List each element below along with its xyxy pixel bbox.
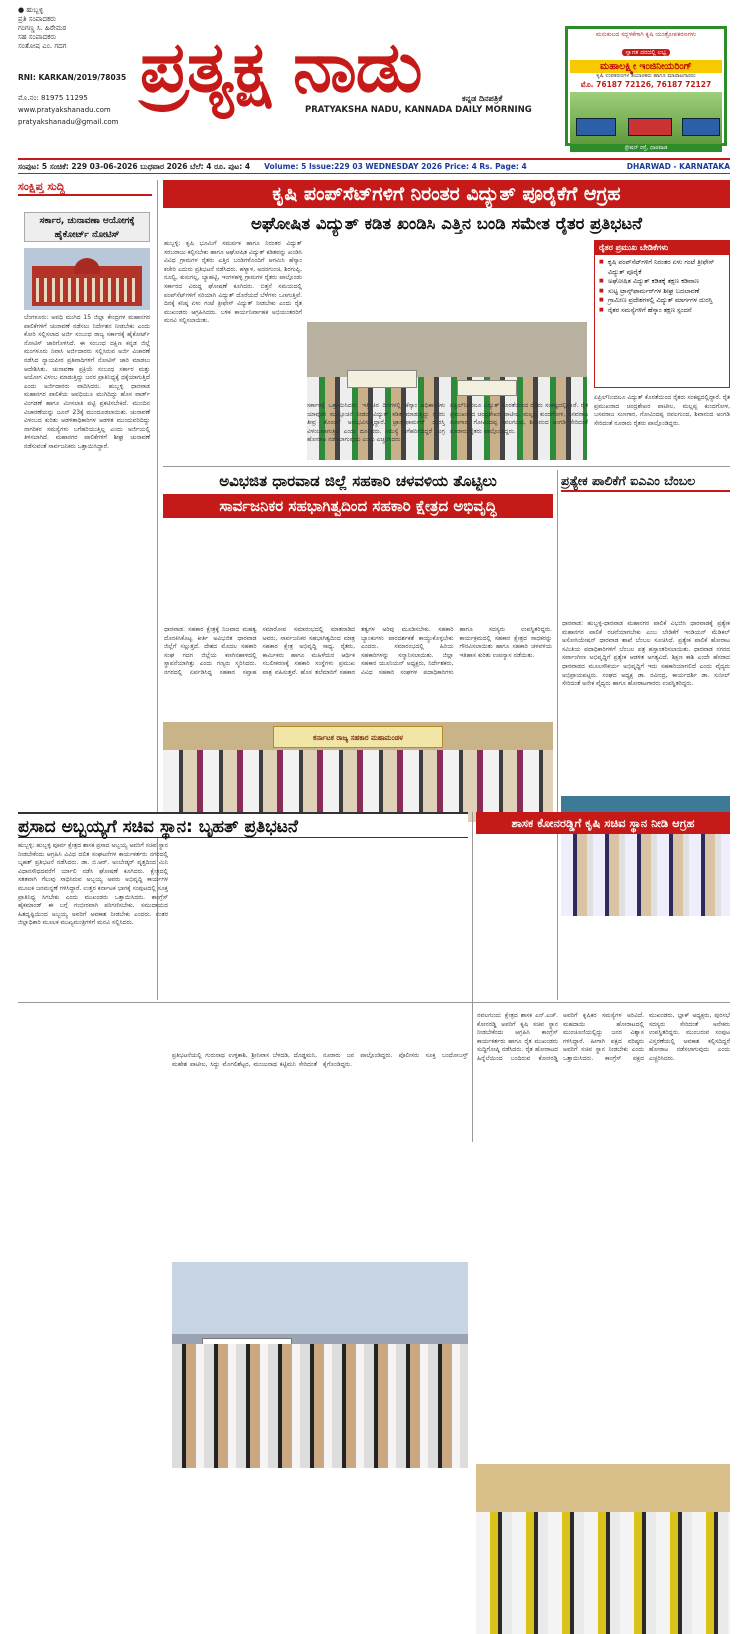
prasad-body: ಹುಬ್ಬಳ್ಳಿ: ಹುಬ್ಬಳ್ಳಿ ಪೂರ್ವ ಕ್ಷೇತ್ರದ ಶಾಸಕ ಪ್ರಸಾದ ಅಬ್ಬಯ್ಯ ಅವರಿಗೆ ಸಚಿವ ಸ್ಥಾನ ನೀಡಬೇಕೆಂದು ಆಗ್ರಹಿಸಿ ವಿವಿಧ ದಲಿತ ಸಂಘಟನೆಗಳ ಕಾರ್ಯಕರ್ತರು ನಗರದಲ್ಲಿ ಬೃಹತ್ ಪ್ರತಿಭಟನೆ ನಡೆಸಿದರು. ಡಾ. ಬಿ.ಆರ್. ಅಂಬೇಡ್ಕರ್ ವೃತ್ತದಿಂದ ಮಿನಿ ವಿಧಾನಸೌಧದವರೆಗೆ ರ್ಯಾಲಿ ನಡೆಸಿ ಘೋಷಣೆ ಕೂಗಿದರು. ಕ್ಷೇತ್ರದಲ್ಲಿ ಸತತವಾಗಿ ಗೆಲುವು ಸಾಧಿಸಿರುವ ಅಬ್ಬಯ್ಯ ಅವರು ಅಭಿವೃದ್ಧಿ ಕಾರ್ಯಗಳ ಮೂಲಕ ಜನಮನ್ನಣೆ ಗಳಿಸಿದ್ದಾರೆ. ಉತ್ತರ ಕರ್ನಾಟಕ ಭಾಗಕ್ಕೆ ಸಂಪುಟದಲ್ಲಿ ಸೂಕ್ತ ಪ್ರಾತಿನಿಧ್ಯ ಸಿಗಬೇಕು ಎಂದು ಮುಖಂಡರು ಒತ್ತಾಯಿಸಿದರು. ಕಾಂಗ್ರೆಸ್ ಹೈಕಮಾಂಡ್ ಈ ಬಗ್ಗೆ ಗಂಭೀರವಾಗಿ ಪರಿಗಣಿಸಬೇಕು. ಸಮುದಾಯದ ಹಿತದೃಷ್ಟಿಯಿಂದ ಅಬ್ಬಯ್ಯ ಅವರಿಗೆ ಅವಕಾಶ ನೀಡಬೇಕು ಎಂದರು. ನಂತರ ಜಿಲ್ಲಾಧಿಕಾರಿ ಮೂಲಕ ಮುಖ್ಯಮಂತ್ರಿಗಳಿಗೆ ಮನವಿ ಸಲ್ಲಿಸಿದರು.	[18, 842, 168, 927]
lead-body-mid: ಸರ್ಕಾರಕ್ಕೆ ಒತ್ತಾಯಿಸಿದರು. ಇತ್ತೀಚಿನ ದಿನಗಳಲ್ಲಿ ಹೆಸ್ಕಾಂ ಅಧಿಕಾರಿಗಳು ಯಾವುದೇ ಮುನ್ಸೂಚನೆ ನೀಡದೆ ವಿದ್ಯುತ್ ಕಡಿತ ಮಾಡುತ್ತಿದ್ದು ರೈತರು ತೀವ್ರ ತೊಂದರೆ ಅನುಭವಿಸುತ್ತಿದ್ದಾರೆ. ಟ್ರಾನ್ಸ್‌ಫಾರ್ಮರ್ ದುರಸ್ತಿ ವಿಳಂಬವಾಗುತ್ತಿದೆ ಎಂದು ದೂರಿದರು. ಸಮಸ್ಯೆ ಬಗೆಹರಿಸದಿದ್ದರೆ ಉಗ್ರ ಹೋರಾಟ ನಡೆಸಲಾಗುವುದು ಎಂದು ಎಚ್ಚರಿಸಿದರು.	[307, 402, 445, 444]
palike-body: ಧಾರವಾಡ: ಹುಬ್ಬಳ್ಳಿ-ಧಾರವಾಡ ಮಹಾನಗರ ಪಾಲಿಕೆ ವಿಭಜಿಸಿ ಧಾರವಾಡಕ್ಕೆ ಪ್ರತ್ಯೇಕ ಮಹಾನಗರ ಪಾಲಿಕೆ ರಚನೆಯಾಗಬೇಕು ಎಂಬ ಬೇಡಿಕೆಗೆ ಇಂಡಿಯನ್ ಮೆಡಿಕಲ್ ಅಸೋಸಿಯೇಷನ್ ಧಾರವಾಡ ಶಾಖೆ ಬೆಂಬಲ ಸೂಚಿಸಿದೆ. ಪ್ರತ್ಯೇಕ ಪಾಲಿಕೆ ಹೋರಾಟ ಸಮಿತಿಯ ಪದಾಧಿಕಾರಿಗಳಿಗೆ ಬೆಂಬಲ ಪತ್ರ ಹಸ್ತಾಂತರಿಸಲಾಯಿತು. ಧಾರವಾಡ ನಗರದ ಸರ್ವಾಂಗೀಣ ಅಭಿವೃದ್ಧಿಗೆ ಪ್ರತ್ಯೇಕ ಆಡಳಿತ ಅಗತ್ಯವಿದೆ. ಶಿಕ್ಷಣ ಕಾಶಿ ಎಂದೇ ಹೆಸರಾದ ಧಾರವಾಡದ ಮೂಲಸೌಕರ್ಯ ಅಭಿವೃದ್ಧಿಗೆ ಇದು ಸಹಕಾರಿಯಾಗಲಿದೆ ಎಂದು ವೈದ್ಯರು ಅಭಿಪ್ರಾಯಪಟ್ಟರು. ಸಂಘದ ಅಧ್ಯಕ್ಷ ಡಾ. ರವೀಂದ್ರ, ಕಾರ್ಯದರ್ಶಿ ಡಾ. ಸುನೀಲ್ ಸೇರಿದಂತೆ ಅನೇಕ ವೈದ್ಯರು ಹಾಗೂ ಹೋರಾಟಗಾರರು ಉಪಸ್ಥಿತರಿದ್ದರು.	[562, 620, 730, 688]
dateline-place: DHARWAD - KARNATAKA	[626, 162, 730, 171]
coop-headline-2: ಸಾರ್ವಜನಿಕರ ಸಹಭಾಗಿತ್ವದಿಂದ ಸಹಕಾರಿ ಕ್ಷೇತ್ರದ ಅಭಿವೃದ್ಧಿ	[163, 494, 553, 518]
prasad-body-bottom: ಪ್ರತಿಭಟನೆಯಲ್ಲಿ ಗುರುನಾಥ ಉಳ್ಳಿಕಾಶಿ, ಶ್ರೀನಿವಾಸ ಬೆಳದಡಿ, ದೊಡ್ಡಮನಿ, ಮಹೇಶ ಪಾಟೀಲ, ಸಿದ್ದು ಮೊಗಲಿಶೆಟ್ಟರ, ಮಂಜುನಾಥ ಕಟ್ಟಿಮನಿ ಸೇರಿದಂತೆ ನೂರಾರು ಜನ ಪಾಲ್ಗೊಂಡಿದ್ದರು. ಪೊಲೀಸರು ಸೂಕ್ತ ಬಂದೋಬಸ್ತ್ ಕೈಗೊಂಡಿದ್ದರು.	[172, 1052, 468, 1068]
dateline-bar	[18, 158, 730, 174]
dateline-kannada: ಸಂಪುಟ: 5 ಸಂಚಿಕೆ: 229 03-06-2026 ಬುಧವಾರ 2026 ಬೆಲೆ: 4 ರೂ. ಪುಟ: 4	[18, 161, 251, 171]
masthead-line: ಸಹ ಸಂಪಾದಕರು	[18, 33, 57, 41]
sidebar-body: ಬೆಂಗಳೂರು: ಅವಧಿ ಮುಗಿದ 15 ಜಿಲ್ಲಾ ಕೇಂದ್ರಗಳ ಮಹಾನಗರ ಪಾಲಿಕೆಗಳಿಗೆ ಚುನಾವಣೆ ನಡೆಸಲು ನಿರ್ದೇಶನ ನೀಡಬೇಕು ಎಂದು ಕೋರಿ ಸಲ್ಲಿಸಲಾದ ಅರ್ಜಿ ಸಂಬಂಧ ರಾಜ್ಯ ಸರ್ಕಾರಕ್ಕೆ ಹೈಕೋರ್ಟ್ ನೋಟಿಸ್ ಜಾರಿಗೊಳಿಸಿದೆ. ಈ ಸಂಬಂಧ ದಕ್ಷಿಣ ಕನ್ನಡ ಜಿಲ್ಲೆ ಮಂಗಳೂರು ನಿವಾಸಿ ಅರ್ಜಿದಾರರು ಸಲ್ಲಿಸಿರುವ ಅರ್ಜಿ ವಿಚಾರಣೆ ನಡೆಸಿದ ನ್ಯಾಯಪೀಠ ಪ್ರತಿವಾದಿಗಳಿಗೆ ನೋಟಿಸ್ ಜಾರಿ ಮಾಡಲು ಆದೇಶಿಸಿತು. ಚುನಾವಣಾ ಪ್ರಕ್ರಿಯೆ ಸಂಬಂಧ ಸರ್ಕಾರ ಮತ್ತು ಆಯೋಗ ವಿಳಂಬ ಮಾಡುತ್ತಿದ್ದು ಜನರ ಪ್ರಾತಿನಿಧ್ಯಕ್ಕೆ ಧಕ್ಕೆಯಾಗುತ್ತಿದೆ ಎಂದು ಅರ್ಜಿದಾರರು ವಾದಿಸಿದರು. ಹುಬ್ಬಳ್ಳಿ ಧಾರವಾಡ ಮಹಾನಗರ ಪಾಲಿಕೆಯ ಅವಧಿಯೂ ಮುಗಿದಿದ್ದು ಹೊಸ ವಾರ್ಡ್ ವಿಂಗಡಣೆ ಹಾಗೂ ಮೀಸಲಾತಿ ಪಟ್ಟಿ ಪ್ರಕಟಿಸಬೇಕಿದೆ. ಮುಂದಿನ ವಿಚಾರಣೆಯನ್ನು ಜೂನ್ 23ಕ್ಕೆ ಮುಂದೂಡಲಾಯಿತು. ಚುನಾವಣೆ ವಿಳಂಬದ ಕುರಿತು ಆಡಳಿತಾಧಿಕಾರಿಗಳ ಆಡಳಿತ ಮುಂದುವರಿದಿದ್ದು ನಾಗರಿಕರ ಸಮಸ್ಯೆಗಳು ಬಗೆಹರಿಯುತ್ತಿಲ್ಲ ಎಂದು ಅರ್ಜಿಯಲ್ಲಿ ತಿಳಿಸಲಾಗಿದೆ. ಮಹಾನಗರ ಪಾಲಿಕೆಗಳಿಗೆ ಶೀಘ್ರ ಚುನಾವಣೆ ನಡೆಸುವಂತೆ ಸಾರ್ವಜನಿಕರು ಒತ್ತಾಯಿಸಿದ್ದಾರೆ.	[24, 314, 150, 450]
prasad-protest-photo	[172, 1262, 468, 1468]
sidebar-story-title: ಸರ್ಕಾರ, ಚುನಾವಣಾ ಆಯೋಗಕ್ಕೆ ಹೈಕೋರ್ಟ್ ನೋಟಿಸ್	[24, 212, 150, 242]
section-rule	[163, 466, 730, 467]
rni-number: RNI: KARKAN/2019/78035	[18, 73, 127, 82]
lead-subheadline: ಅಘೋಷಿತ ವಿದ್ಯುತ್ ಕಡಿತ ಖಂಡಿಸಿ ಎತ್ತಿನ ಬಂಡಿ ಸಮೇತ ರೈತರ ಪ್ರತಿಭಟನೆ	[251, 214, 642, 233]
dateline-english: Volume: 5 Issue:229 03 WEDNESDAY 2026 Price: 4 Rs. Page: 4	[264, 162, 527, 171]
masthead-line: ● ಹುಬ್ಬಳ್ಳಿ	[18, 6, 44, 14]
masthead-line: ಪ್ರತಿ ಸಂಪಾದಕರು	[18, 15, 57, 23]
newspaper-title: ಪ್ರತ್ಯಕ್ಷ ನಾಡು	[140, 25, 422, 108]
lead-headline: ಕೃಷಿ ಪಂಪ್‌ಸೆಟ್‌ಗಳಿಗೆ ನಿರಂತರ ವಿದ್ಯುತ್ ಪೂರೈಕೆಗೆ ಆಗ್ರಹ	[163, 180, 730, 208]
ad-company-name: ಮಹಾಲಕ್ಷ್ಮೀ ಇಂಜಿನೀಯರಿಂಗ್	[570, 60, 722, 73]
lead-body-right: ಏಪ್ರಿಲ್‌ನಿಂದಲೂ ವಿದ್ಯುತ್ ಕೊರತೆಯಿಂದ ರೈತರು ಸಂಕಷ್ಟದಲ್ಲಿದ್ದಾರೆ. ರೈತ ಪ್ರಮುಖರಾದ ಚಂದ್ರಶೇಖರ ಪಾಟೀಲ, ಮಲ್ಲಪ್ಪ ಕುಂದಗೋಳ, ಬಸವರಾಜ ಸುಣಗಾರ, ಗೋವಿಂದಪ್ಪ ನವಲಗುಂದ, ಶಿವಾನಂದ ಅಂಗಡಿ ಸೇರಿದಂತೆ ನೂರಾರು ರೈತರು ಪಾಲ್ಗೊಂಡಿದ್ದರು.	[594, 394, 730, 427]
demand-item: ■ ಗ್ರಾಮೀಣ ಪ್ರದೇಶಗಳಲ್ಲಿ ವಿದ್ಯುತ್ ಮಾರ್ಗಗಳ ದುರಸ್ತಿ	[598, 296, 726, 306]
prasad-headline: ಪ್ರಸಾದ ಅಬ್ಬಯ್ಯಗೆ ಸಚಿವ ಸ್ಥಾನ: ಬೃಹತ್ ಪ್ರತಿಭಟನೆ	[18, 812, 468, 838]
website[interactable]: www.pratyakshanadu.com	[18, 106, 111, 114]
ad-machinery-image	[570, 92, 722, 144]
email[interactable]: pratyakshanadu@gmail.com	[18, 118, 119, 126]
phone-number: ಮೊ.ನಂ: 81975 11295	[18, 94, 88, 102]
ad-description: ಕೃಷಿ ಉಪಕರಣಗಳ ತಯಾರಕರು ಹಾಗೂ ಮಾರಾಟಗಾರರು	[596, 73, 696, 79]
column-rule	[557, 470, 558, 1000]
coop-headline-1: ಅವಿಭಜಿತ ಧಾರವಾಡ ಜಿಲ್ಲೆ ಸಹಕಾರಿ ಚಳವಳಿಯ ತೊಟ್ಟಿಲು	[219, 472, 497, 490]
column-rule	[472, 812, 473, 1142]
lead-body-right-low: ಏಪ್ರಿಲ್‌ನಿಂದಲೂ ವಿದ್ಯುತ್ ಕೊರತೆಯಿಂದ ರೈತರು ಸಂಕಷ್ಟದಲ್ಲಿದ್ದಾರೆ. ರೈತ ಪ್ರಮುಖರಾದ ಚಂದ್ರಶೇಖರ ಪಾಟೀಲ, ಮಲ್ಲಪ್ಪ ಕುಂದಗೋಳ, ಬಸವರಾಜ ಸುಣಗಾರ, ಗೋವಿಂದಪ್ಪ ನವಲಗುಂದ, ಶಿವಾನಂದ ಅಂಗಡಿ ಸೇರಿದಂತೆ ನೂರಾರು ರೈತರು ಪಾಲ್ಗೊಂಡಿದ್ದರು.	[450, 402, 588, 435]
ad-banner: ಸ್ವಾಗತ ದರದಲ್ಲಿ ಲಭ್ಯ	[622, 49, 671, 56]
demand-item: ■ ಸುಟ್ಟ ಟ್ರಾನ್ಸ್‌ಫಾರ್ಮರ್‌ಗಳ ಶೀಘ್ರ ಬದಲಾವಣೆ	[598, 287, 726, 297]
masthead-credits	[18, 6, 138, 127]
coop-banner: ಕರ್ನಾಟಕ ರಾಜ್ಯ ಸಹಕಾರ ಮಹಾಮಂಡಳ	[273, 726, 443, 748]
ad-phone: ಮೊ. 76187 72126, 76187 72127	[580, 80, 712, 89]
advertisement[interactable]	[565, 26, 727, 151]
minister-headline: ಶಾಸಕ ಕೋನರಡ್ಡಿಗೆ ಕೃಷಿ ಸಚಿವ ಸ್ಥಾನ ನೀಡಿ ಆಗ್ರಹ	[476, 812, 730, 834]
minister-body: ನವಲಗುಂದ: ಕ್ಷೇತ್ರದ ಶಾಸಕ ಎನ್.ಎಚ್. ಕೋನರಡ್ಡಿ ಅವರಿಗೆ ಕೃಷಿ ಸಚಿವ ಸ್ಥಾನ ನೀಡಬೇಕೆಂದು ಆಗ್ರಹಿಸಿ ಕಾಂಗ್ರೆಸ್ ಕಾರ್ಯಕರ್ತರು ಹಾಗೂ ರೈತ ಮುಖಂಡರು ಸುದ್ದಿಗೋಷ್ಠಿ ನಡೆಸಿದರು. ರೈತ ಹೋರಾಟದ ಹಿನ್ನೆಲೆಯಿಂದ ಬಂದಿರುವ ಕೋನರಡ್ಡಿ ಅವರಿಗೆ ಕೃಷಿಕರ ಸಮಸ್ಯೆಗಳ ಅರಿವಿದೆ. ಮಹದಾಯಿ ಹೋರಾಟದಲ್ಲಿ ಮುಂಚೂಣಿಯಲ್ಲಿದ್ದು ಜನರ ವಿಶ್ವಾಸ ಗಳಿಸಿದ್ದಾರೆ. ಹೀಗಾಗಿ ಪಕ್ಷದ ವರಿಷ್ಠರು ಅವರಿಗೆ ಸಚಿವ ಸ್ಥಾನ ನೀಡಬೇಕು ಎಂದು ಒತ್ತಾಯಿಸಿದರು. ಕಾಂಗ್ರೆಸ್ ಪಕ್ಷದ ಮುಖಂಡರು, ಬ್ಲಾಕ್ ಅಧ್ಯಕ್ಷರು, ಪುರಸಭೆ ಸದಸ್ಯರು ಸೇರಿದಂತೆ ಅನೇಕರು ಉಪಸ್ಥಿತರಿದ್ದರು. ಮುಂಬರುವ ಸಂಪುಟ ವಿಸ್ತರಣೆಯಲ್ಲಿ ಅವಕಾಶ ಕಲ್ಪಿಸದಿದ್ದರೆ ಹೋರಾಟ ನಡೆಸಲಾಗುವುದು ಎಂದು ಎಚ್ಚರಿಸಿದರು.	[477, 1012, 730, 1062]
ad-address: ಸ್ಟೇಷನ್ ರಸ್ತೆ, ಧಾರವಾಡ	[570, 145, 722, 152]
sidebar-header: ಸಂಕ್ಷಿಪ್ತ ಸುದ್ದಿ	[18, 180, 152, 196]
masthead-line: ಸಂತೋಷ ಎಂ. ಗದಗ	[18, 42, 67, 50]
demand-item: ■ ಕೃಷಿ ಪಂಪ್‌ಸೆಟ್‌ಗಳಿಗೆ ನಿರಂತರ ಏಳು ಗಂಟೆ ತ್ರೀಫೇಸ್ ವಿದ್ಯುತ್ ಪೂರೈಕೆ	[598, 258, 726, 277]
farmer-demands-title: ರೈತರ ಪ್ರಮುಖ ಬೇಡಿಕೆಗಳು	[595, 241, 729, 255]
minister-meeting-photo	[476, 1464, 730, 1634]
coop-body: ಧಾರವಾಡ: ಸಹಕಾರ ಕ್ಷೇತ್ರಕ್ಕೆ ನಿಜವಾದ ಮಹತ್ವ ದೊರಕಿಸಿಕೊಟ್ಟ ಕೀರ್ತಿ ಅವಿಭಜಿತ ಧಾರವಾಡ ಜಿಲ್ಲೆಗೆ ಸಲ್ಲುತ್ತದೆ. ದೇಶದ ಮೊದಲ ಸಹಕಾರಿ ಸಂಘ ಗದಗ ಜಿಲ್ಲೆಯ ಕಣಗಿನಹಾಳದಲ್ಲಿ ಸ್ಥಾಪನೆಯಾಗಿತ್ತು ಎಂದು ಗಣ್ಯರು ಸ್ಮರಿಸಿದರು. ನಗರದಲ್ಲಿ ಏರ್ಪಡಿಸಿದ್ದ ಸಹಕಾರ ಸಪ್ತಾಹ ಸಮಾರೋಪ ಸಮಾರಂಭದಲ್ಲಿ ಮಾತನಾಡಿದ ಅವರು, ಸಾರ್ವಜನಿಕರ ಸಹಭಾಗಿತ್ವದಿಂದ ಮಾತ್ರ ಸಹಕಾರ ಕ್ಷೇತ್ರ ಅಭಿವೃದ್ಧಿ ಸಾಧ್ಯ. ರೈತರು, ಕಾರ್ಮಿಕರು ಹಾಗೂ ಮಹಿಳೆಯರ ಆರ್ಥಿಕ ಸಬಲೀಕರಣಕ್ಕೆ ಸಹಕಾರಿ ಸಂಸ್ಥೆಗಳು ಪ್ರಮುಖ ಪಾತ್ರ ವಹಿಸುತ್ತವೆ. ಹೊಸ ತಲೆಮಾರಿಗೆ ಸಹಕಾರ ತತ್ವಗಳ ಅರಿವು ಮೂಡಿಸಬೇಕು. ಸಹಕಾರಿ ಬ್ಯಾಂಕುಗಳು ಪಾರದರ್ಶಕತೆ ಕಾಯ್ದುಕೊಳ್ಳಬೇಕು ಎಂದರು. ಸಮಾರಂಭದಲ್ಲಿ ಹಿರಿಯ ಸಹಕಾರಿಗಳನ್ನು ಸನ್ಮಾನಿಸಲಾಯಿತು. ಜಿಲ್ಲಾ ಸಹಕಾರ ಯೂನಿಯನ್ ಅಧ್ಯಕ್ಷರು, ನಿರ್ದೇಶಕರು, ವಿವಿಧ ಸಹಕಾರಿ ಸಂಘಗಳ ಪದಾಧಿಕಾರಿಗಳು ಹಾಗೂ ಸದಸ್ಯರು ಉಪಸ್ಥಿತರಿದ್ದರು. ಕಾರ್ಯಕ್ರಮದಲ್ಲಿ ಸಹಕಾರ ಕ್ಷೇತ್ರದ ಸಾಧಕರನ್ನು ಗೌರವಿಸಲಾಯಿತು ಹಾಗೂ ಸಹಕಾರಿ ಚಳವಳಿಯ ಇತಿಹಾಸ ಕುರಿತು ಉಪನ್ಯಾಸ ನಡೆಯಿತು.	[164, 626, 552, 676]
english-subtitle: PRATYAKSHA NADU, KANNADA DAILY MORNING	[305, 105, 532, 115]
demand-item: ■ ರೈತರ ಸಮಸ್ಯೆಗಳಿಗೆ ಹೆಸ್ಕಾಂ ತಕ್ಷಣ ಸ್ಪಂದನೆ	[598, 306, 726, 316]
lead-body-left: ಹುಬ್ಬಳ್ಳಿ: ಕೃಷಿ ಭೂಮಿಗೆ ಸಮರ್ಪಕ ಹಾಗೂ ನಿರಂತರ ವಿದ್ಯುತ್ ಸರಬರಾಜು ಕಲ್ಪಿಸಬೇಕು ಹಾಗೂ ಅಘೋಷಿತ ವಿದ್ಯುತ್ ಕಡಿತವನ್ನು ಖಂಡಿಸಿ ವಿವಿಧ ಗ್ರಾಮಗಳ ರೈತರು ಎತ್ತಿನ ಬಂಡಿಗಳೊಂದಿಗೆ ಆಗಮಿಸಿ ಹೆಸ್ಕಾಂ ಕಚೇರಿ ಎದುರು ಪ್ರತಿಭಟನೆ ನಡೆಸಿದರು. ಹಳ್ಯಾಳ, ಅದರಗುಂಚಿ, ಶಿರಗುಪ್ಪಿ, ನೂಲ್ವಿ, ಕುಸುಗಲ್ಲ, ಬ್ಯಾಹಟ್ಟಿ, ಇಂಗಳಹಳ್ಳಿ ಗ್ರಾಮಗಳ ರೈತರು ಪಾಲ್ಗೊಂಡು ಸರ್ಕಾರದ ವಿರುದ್ಧ ಘೋಷಣೆ ಕೂಗಿದರು. ಬಿತ್ತನೆ ಸಮಯದಲ್ಲಿ ಪಂಪ್‌ಸೆಟ್‌ಗಳಿಗೆ ಸರಿಯಾಗಿ ವಿದ್ಯುತ್ ದೊರೆಯದೆ ಬೆಳೆಗಳು ಒಣಗುತ್ತಿವೆ. ದಿನಕ್ಕೆ ಕನಿಷ್ಠ ಏಳು ಗಂಟೆ ತ್ರೀಫೇಸ್ ವಿದ್ಯುತ್ ನೀಡಬೇಕು ಎಂದು ರೈತ ಮುಖಂಡರು ಆಗ್ರಹಿಸಿದರು. ಬಳಿಕ ಕಾರ್ಯನಿರ್ವಾಹಕ ಅಭಿಯಂತರರಿಗೆ ಮನವಿ ಸಲ್ಲಿಸಲಾಯಿತು.	[164, 240, 302, 325]
farmer-demands-box	[594, 240, 730, 388]
masthead-line: ಗಂಗಣ್ಣ ಸಿ. ಹಿರೇಮಠ	[18, 24, 67, 32]
kannada-daily-label: ಕನ್ನಡ ದಿನಪತ್ರಿಕೆ	[462, 94, 503, 103]
palike-headline: ಪ್ರತ್ಯೇಕ ಪಾಲಿಕೆಗೆ ಐಎಎಂ ಬೆಂಬಲ	[561, 470, 730, 492]
demand-item: ■ ಅಘೋಷಿತ ವಿದ್ಯುತ್ ಕಡಿತಕ್ಕೆ ತಕ್ಷಣ ಕಡಿವಾಣ	[598, 277, 726, 287]
high-court-photo	[24, 248, 150, 310]
ad-top-line: ಮನುಕುಲದ ಸದ್ಬಳಕೆಗಾಗಿ ಕೃಷಿ ಯಂತ್ರೋಪಕರಣಗಳು	[595, 31, 697, 38]
